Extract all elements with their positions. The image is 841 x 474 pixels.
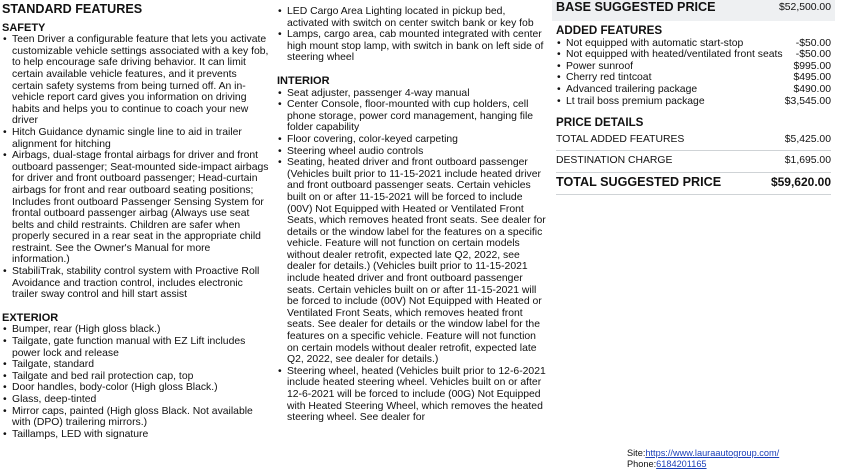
price-details-heading: PRICE DETAILS — [556, 116, 644, 130]
safety-heading: SAFETY — [2, 21, 46, 34]
price-details — [556, 130, 831, 195]
feature-price: $490.00 — [793, 83, 831, 95]
list-item — [556, 72, 831, 84]
safety-list — [2, 34, 270, 301]
destination-row — [556, 151, 831, 173]
list-item: • Bumper, rear (High gloss black.) — [2, 324, 270, 336]
destination-label: DESTINATION CHARGE — [556, 155, 673, 167]
list-item: • Steering wheel, heated (Vehicles built prior to 12-6-2021 include heated steering wheel. Vehicles built on or after 12-6-2021 will be forced to include (00G) Not Equipped with Heated Steering Wheel, which removes the heated steering wheel. See dealer for — [277, 366, 549, 424]
total-added-row — [556, 130, 831, 152]
list-item — [556, 84, 831, 96]
list-item: • Seat adjuster, passenger 4-way manual — [277, 88, 549, 100]
list-item: • Teen Driver a configurable feature that lets you activate customizable vehicle settings associated with a key fob, to help encourage safe driving behavior. It can limit certain available vehicle features, and it prevents certain safety systems from being turned off. An in-vehicle report card gives you information on driving habits and helps you to continue to coach your new driver — [2, 34, 270, 127]
feature-label: • Not equipped with automatic start-stop — [566, 37, 744, 49]
added-features-heading: ADDED FEATURES — [556, 24, 663, 37]
base-price-label: BASE SUGGESTED PRICE — [556, 0, 716, 14]
list-item: • Lamps, cargo area, cab mounted integrated with center high mount stop lamp, with switch in bank on left side of steering wheel — [277, 29, 549, 64]
list-item: • LED Cargo Area Lighting located in pickup bed, activated with switch on center switch bank or key fob — [277, 6, 549, 29]
feature-price: $995.00 — [793, 60, 831, 72]
feature-label: • Lt trail boss premium package — [566, 95, 705, 107]
exterior-list — [2, 324, 270, 440]
dealer-footer — [627, 448, 779, 470]
base-price-row — [552, 0, 835, 21]
feature-price: $495.00 — [793, 72, 831, 84]
total-price-value: $59,620.00 — [770, 174, 831, 189]
base-price-value: $52,500.00 — [778, 2, 831, 13]
exterior-heading: EXTERIOR — [2, 311, 59, 324]
feature-price: $3,545.00 — [784, 95, 831, 107]
phone-link[interactable]: 6184201165 — [656, 459, 707, 469]
list-item: • Tailgate and bed rail protection cap, top — [2, 371, 270, 383]
list-item: • Taillamps, LED with signature — [2, 429, 270, 441]
standard-features-title: STANDARD FEATURES — [2, 2, 143, 16]
list-item: • Door handles, body-color (High gloss Black.) — [2, 382, 270, 394]
destination-value: $1,695.00 — [784, 155, 831, 167]
feature-price: -$50.00 — [795, 49, 831, 61]
list-item: • Glass, deep-tinted — [2, 394, 270, 406]
feature-price: -$50.00 — [795, 37, 831, 49]
exterior-list-continued — [277, 6, 549, 64]
feature-label: • Not equipped with heated/ventilated front seats — [566, 49, 783, 61]
total-price-row — [556, 173, 831, 195]
list-item: • Airbags, dual-stage frontal airbags for driver and front outboard passenger; Seat-mounted side-impact airbags for driver and front outboard passenger; Head-curtain airbags for front and rear outboard seating positions; Includes front outboard Passenger Sensing System for frontal outboard passenger airbag (Always use seat belts and child restraints. Children are safer when properly secured in a rear seat in the appropriate child restraint. See the Owner's Manual for more information.) — [2, 150, 270, 266]
list-item: • Hitch Guidance dynamic single line to aid in trailer alignment for hitching — [2, 127, 270, 150]
total-added-value: $5,425.00 — [784, 133, 831, 145]
list-item: • Mirror caps, painted (High gloss Black. Not available with (DPO) trailering mirrors.) — [2, 406, 270, 429]
list-item: • Center Console, floor-mounted with cup holders, cell phone storage, power cord management, hanging file folder capability — [277, 99, 549, 134]
list-item — [556, 61, 831, 73]
total-added-label: TOTAL ADDED FEATURES — [556, 133, 685, 145]
features-column-middle — [277, 6, 549, 424]
list-item: • Tailgate, gate function manual with EZ Lift includes power lock and release — [2, 336, 270, 359]
list-item: • StabiliTrak, stability control system with Proactive Roll Avoidance and traction control, includes electronic trailer sway control and hill start assist — [2, 266, 270, 301]
list-item — [556, 96, 831, 108]
list-item: • Floor covering, color-keyed carpeting — [277, 134, 549, 146]
feature-label: • Cherry red tintcoat — [566, 72, 652, 84]
site-label: Site: — [627, 448, 646, 458]
added-features-list — [556, 38, 831, 108]
list-item: • Steering wheel audio controls — [277, 146, 549, 158]
interior-heading: INTERIOR — [277, 74, 330, 87]
list-item: • Tailgate, standard — [2, 359, 270, 371]
interior-list — [277, 88, 549, 424]
feature-label: • Advanced trailering package — [566, 83, 698, 95]
list-item: • Seating, heated driver and front outboard passenger (Vehicles built prior to 11-15-2021 include heated driver and front outboard passenger seats. Certain vehicles built on or after 11-15-2021 will be forced to include (00V) Not Equipped with Heated or Ventilated Front Seats, which removes heated front seats. See dealer for details or the window label for the features on a specific vehicle. Feature will not function on certain models without dealer retrofit, expected late Q2, 2022, see dealer for details.) (Vehicles built prior to 11-15-2021 include heated driver and front outboard passenger seats. Certain vehicles built on or after 11-15-2021 will be forced to include (00V) Not Equipped with Heated or Ventilated Front Seats, which removes heated front seats. See dealer for details or the window label for the features on a specific vehicle. Feature will not function on certain models without dealer retrofit, expected late Q2, 2022, see dealer for details.) — [277, 157, 549, 366]
site-link[interactable]: https://www.lauraautogroup.com/ — [645, 448, 780, 458]
feature-label: • Power sunroof — [566, 60, 633, 72]
total-price-label: TOTAL SUGGESTED PRICE — [556, 174, 722, 189]
phone-label: Phone: — [627, 459, 657, 469]
list-item — [556, 38, 831, 50]
list-item — [556, 49, 831, 61]
pricing-column — [552, 0, 835, 195]
features-column-left — [2, 0, 270, 440]
